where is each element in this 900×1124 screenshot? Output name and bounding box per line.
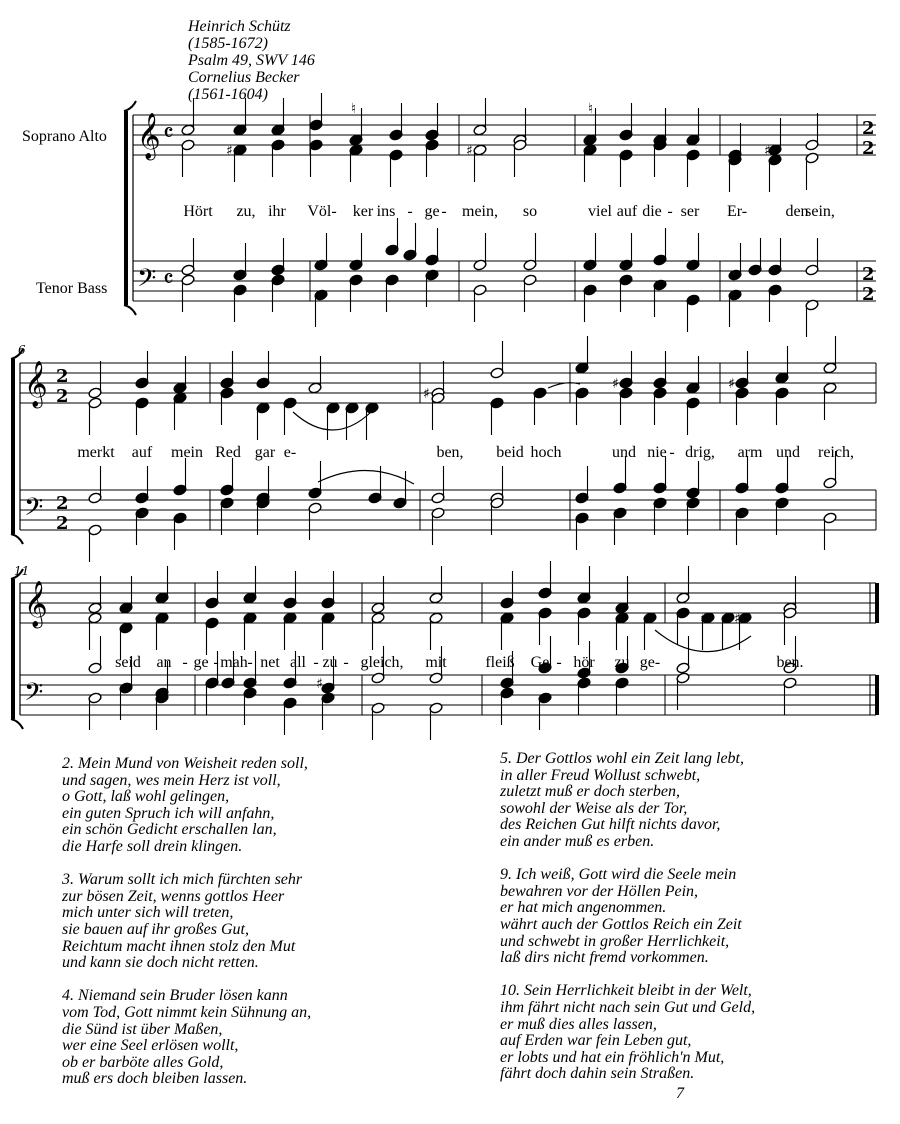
verse-5: 5. Der Gottlos wohl ein Zeit lang lebt, in aller Freud Wollust schwebt, zuletzt muß er doch sterben, sowohl der Weise als der Tor, des Reichen Gut hilft nichts davor, ein ander muß es erben. — [500, 750, 744, 850]
verse-4: 4. Niemand sein Bruder lösen kann vom Tod, Gott nimmt kein Sühnung an, die Sünd ist über Maßen, wer eine Seel erlösen wollt, ob er barböte alles Gold, muß ers doch bleiben lassen. — [62, 987, 312, 1088]
lyric-syllable: - — [213, 654, 219, 671]
lyric-syllable: viel — [588, 203, 612, 220]
lyric-syllable: mein, — [462, 203, 498, 220]
verses-left — [62, 756, 311, 1104]
natural-icon: ♮ — [588, 101, 594, 117]
lyric-syllable: hoch — [530, 444, 562, 461]
sharp-icon: ♯ — [466, 143, 473, 159]
time-sig-numerator: 2 — [56, 366, 69, 387]
verse-2: 2. Mein Mund von Weisheit reden soll, und sagen, wes mein Herz ist voll, o Gott, laß wohl gelingen, ein guten Spruch ich will anfahn, ein schön Gedicht erschallen lan, die Harfe soll drein klingen. — [62, 755, 308, 855]
sharp-icon: ♯ — [728, 376, 735, 392]
lyric-syllable: ben. — [776, 654, 804, 671]
work-title: Psalm 49, SWV 146 — [188, 52, 315, 69]
lyric-syllable: Hört — [183, 203, 213, 220]
lyric-syllable: reich, — [818, 444, 854, 461]
lyric-syllable: seid — [115, 654, 141, 671]
bracket-bottom-hook — [11, 534, 23, 544]
slur — [293, 412, 371, 430]
lyric-syllable: - — [247, 654, 253, 671]
lyric-syllable: - — [669, 444, 675, 461]
cautionary-time-sig: 2 — [862, 284, 875, 305]
lyric-syllable: den — [785, 203, 809, 220]
treble-clef-icon: 𝄞 — [24, 581, 48, 627]
bass-clef-icon: 𝄢 — [137, 264, 157, 299]
lyric-syllable: mit — [425, 654, 447, 671]
time-sig-numerator: 2 — [56, 493, 69, 514]
lyric-syllable: gleich, — [360, 654, 404, 671]
lyric-syllable: ben, — [436, 444, 464, 461]
lyric-syllable: beid — [496, 444, 524, 461]
lyric-syllable: all — [290, 654, 306, 671]
lyric-syllable: gar — [254, 444, 276, 461]
bracket-top-hook — [124, 101, 136, 111]
bracket-bottom-hook — [11, 719, 23, 729]
lyric-syllable: zu, — [236, 203, 256, 220]
bass-clef-icon: 𝄢 — [24, 493, 44, 528]
lyric-syllable: ker — [352, 203, 374, 220]
final-barline — [875, 675, 879, 715]
lyric-syllable: auf — [131, 444, 153, 461]
system-bracket — [11, 359, 15, 534]
sharp-icon: ♯ — [423, 386, 430, 402]
common-time-icon: 𝄴 — [163, 265, 174, 293]
lyric-syllable: ge- — [639, 654, 661, 671]
lyric-syllable: - — [667, 203, 673, 220]
slur — [318, 470, 414, 484]
lyric-syllable: zu — [614, 654, 630, 671]
time-sig-denominator: 2 — [56, 513, 69, 534]
sharp-icon: ♯ — [764, 143, 771, 159]
lyric-syllable: Ge — [530, 654, 550, 671]
cautionary-time-sig: 2 — [862, 118, 875, 139]
lyric-syllable: mein — [171, 444, 203, 461]
lyric-syllable: - — [182, 654, 188, 671]
lyric-syllable: - — [556, 654, 562, 671]
common-time-icon: 𝄴 — [163, 119, 174, 147]
lyric-syllable: und — [612, 444, 636, 461]
lyric-syllable: e- — [283, 444, 297, 461]
time-sig-denominator: 2 — [56, 386, 69, 407]
verse-3: 3. Warum sollt ich mich fürchten sehr zur bösen Zeit, wenns gottlos Heer mich unter sich will treten, sie bauen auf ihr großes Gut, Reichtum macht ihnen stolz den Mut und kann sie doch nicht retten. — [62, 871, 303, 972]
treble-clef-icon: 𝄞 — [137, 113, 161, 159]
lyric-syllable: Red — [215, 444, 241, 461]
bracket-bottom-hook — [124, 305, 136, 315]
lyric-syllable: - — [313, 654, 319, 671]
lyric-syllable: net — [260, 654, 280, 671]
page-number: 7 — [676, 1085, 684, 1102]
lyric-syllable: die — [642, 203, 662, 220]
lyric-syllable: auf — [616, 203, 638, 220]
system-bracket — [11, 579, 15, 719]
composer-name: Heinrich Schütz — [188, 18, 291, 35]
lyric-syllable: - — [407, 203, 413, 220]
lyric-syllable: zu — [322, 654, 338, 671]
composer-dates: (1585-1672) — [188, 35, 268, 52]
cautionary-time-sig: 2 — [862, 138, 875, 159]
sharp-icon: ♯ — [316, 676, 323, 692]
part-name-lower: Tenor Bass — [36, 280, 108, 297]
lyric-syllable: - — [441, 203, 447, 220]
lyric-syllable: drig, — [685, 444, 715, 461]
lyric-syllable: hör — [573, 654, 595, 671]
lyric-syllable: - — [343, 654, 349, 671]
measure-number: 6 — [18, 343, 26, 357]
part-name-upper: Soprano Alto — [22, 128, 107, 145]
bass-clef-icon: 𝄢 — [24, 678, 44, 713]
lyric-syllable: Er- — [726, 203, 748, 220]
lyric-syllable: sein, — [805, 203, 835, 220]
lyric-syllable: und — [776, 444, 800, 461]
lyric-syllable: arm — [737, 444, 763, 461]
lyric-syllable: Völ- — [307, 203, 337, 220]
lyric-syllable: ge — [424, 203, 440, 220]
measure-number: 11 — [14, 564, 30, 578]
poet-name: Cornelius Becker — [188, 69, 300, 86]
lyric-syllable: merkt — [77, 444, 115, 461]
lyric-syllable: nie — [647, 444, 667, 461]
poet-dates: (1561-1604) — [188, 86, 268, 103]
treble-clef-icon: 𝄞 — [24, 361, 48, 407]
cautionary-time-sig: 2 — [862, 264, 875, 285]
lyric-syllable: fleiß — [485, 654, 515, 671]
verses-right — [500, 751, 755, 1099]
sharp-icon: ♯ — [612, 376, 619, 392]
lyric-syllable: ser — [680, 203, 700, 220]
system-bracket — [124, 111, 128, 305]
lyric-syllable: ins — [376, 203, 396, 220]
final-barline — [875, 583, 879, 623]
sharp-icon: ♯ — [734, 611, 741, 627]
lyric-syllable: ihr — [268, 203, 286, 220]
lyric-syllable: so — [522, 203, 538, 220]
natural-icon: ♮ — [351, 101, 357, 117]
lyric-syllable: mah — [220, 654, 248, 671]
lyric-syllable: an — [156, 654, 172, 671]
sharp-icon: ♯ — [226, 143, 233, 159]
lyric-syllable: ge — [193, 654, 209, 671]
verse-9: 9. Ich weiß, Gott wird die Seele mein bewahren vor der Höllen Pein, er hat mich angenommen. währt auch der Gottlos Reich ein Zeit und schwebt in großer Herrlichkeit, laß dirs nicht fremd vorkommen. — [500, 866, 742, 967]
verse-10: 10. Sein Herrlichkeit bleibt in der Welt, ihm fährt nicht nach sein Gut und Geld, er muß dies alles lassen, auf Erden war fein Leben gut, er lobts und hat ein fröhlich'n Mut, fährt doch dahin sein Straßen. — [500, 982, 756, 1083]
sharp-icon: ♯ — [700, 611, 707, 627]
